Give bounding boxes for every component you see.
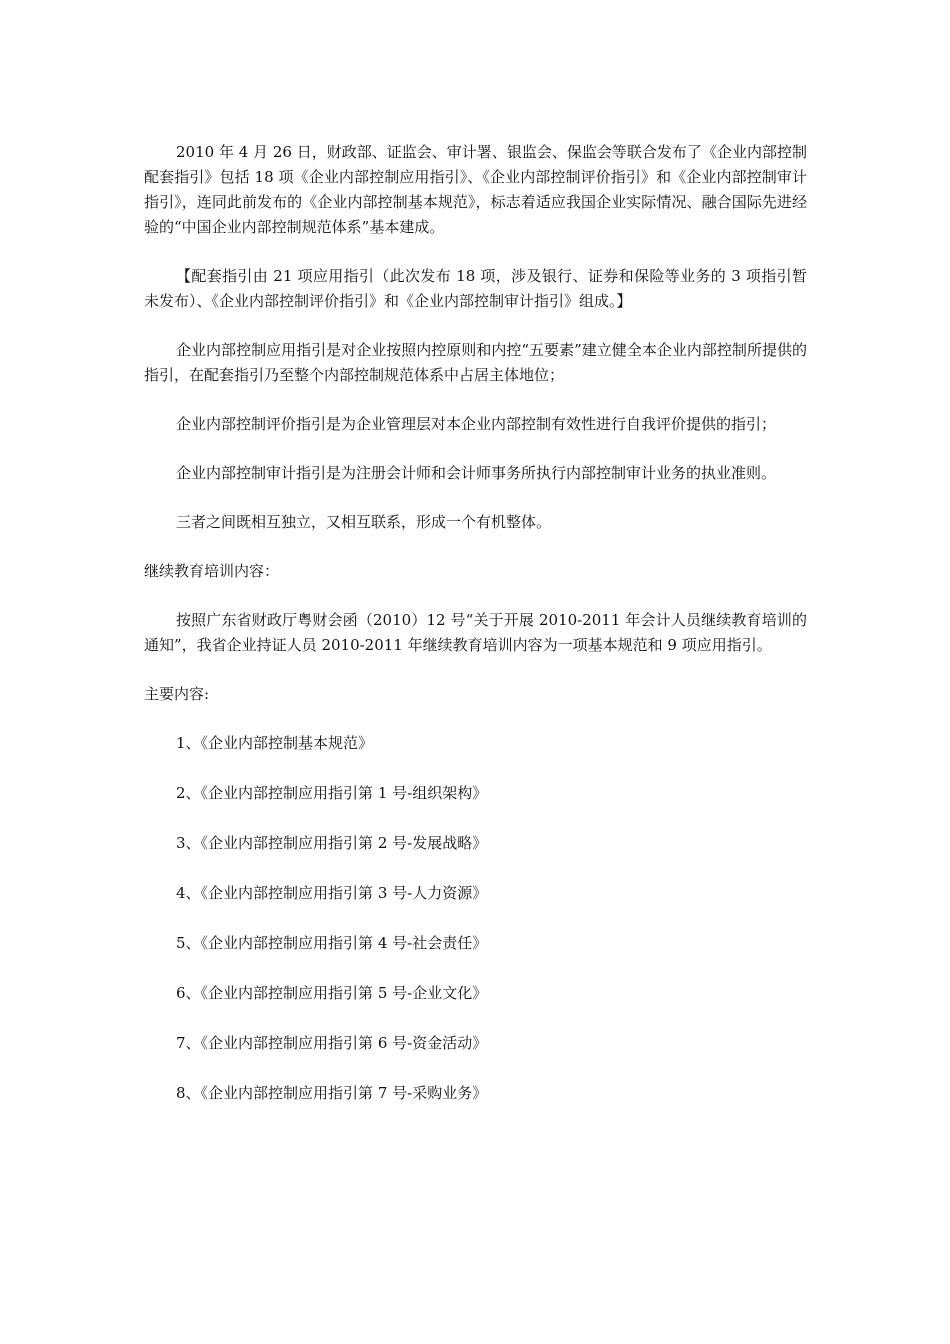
content-list — [144, 731, 807, 1106]
list-item: 5、《企业内部控制应用指引第 4 号-社会责任》 — [176, 934, 488, 952]
list-item: 4、《企业内部控制应用指引第 3 号-人力资源》 — [176, 884, 488, 902]
main-content-heading: 主要内容: — [144, 685, 210, 703]
list-item: 6、《企业内部控制应用指引第 5 号-企业文化》 — [176, 984, 488, 1002]
evaluation-guideline-paragraph: 企业内部控制评价指引是为企业管理层对本企业内部控制有效性进行自我评价提供的指引； — [176, 415, 777, 433]
intro-paragraph: 2010 年 4 月 26 日，财政部、证监会、审计署、银监会、保监会等联合发布了《企业内部控制配套指引》包括 18 项《企业内部控制应用指引》、《企业内部控制评价指引》和《企业内部控制审计指引》，连同此前发布的《企业内部控制基本规范》，标志着适应我国企业实际情况、融合国际先进经验的“中国企业内部控制规范体系”基本建成。 — [144, 143, 807, 236]
list-item: 3、《企业内部控制应用指引第 2 号-发展战略》 — [176, 834, 488, 852]
list-item: 2、《企业内部控制应用指引第 1 号-组织架构》 — [176, 784, 488, 802]
training-heading: 继续教育培训内容： — [144, 562, 280, 580]
list-item: 8、《企业内部控制应用指引第 7 号-采购业务》 — [176, 1084, 488, 1102]
relationship-paragraph: 三者之间既相互独立，又相互联系，形成一个有机整体。 — [176, 513, 552, 531]
application-guideline-paragraph: 企业内部控制应用指引是对企业按照内控原则和内控“五要素”建立健全本企业内部控制所提供的指引，在配套指引乃至整个内部控制规范体系中占居主体地位； — [144, 341, 807, 384]
list-item: 1、《企业内部控制基本规范》 — [176, 734, 374, 752]
training-paragraph: 按照广东省财政厅粤财会函（2010）12 号“关于开展 2010-2011 年会计人员继续教育培训的通知”，我省企业持证人员 2010-2011 年继续教育培训内容为一项基本规范和 9 项应用指引。 — [144, 611, 807, 654]
audit-guideline-paragraph: 企业内部控制审计指引是为注册会计师和会计师事务所执行内部控制审计业务的执业准则。 — [176, 464, 777, 482]
document-page — [144, 140, 807, 1131]
supplementary-note-paragraph: 【配套指引由 21 项应用指引（此次发布 18 项，涉及银行、证券和保险等业务的 3 项指引暂未发布）、《企业内部控制评价指引》和《企业内部控制审计指引》组成。】 — [144, 267, 807, 310]
list-item: 7、《企业内部控制应用指引第 6 号-资金活动》 — [176, 1034, 488, 1052]
